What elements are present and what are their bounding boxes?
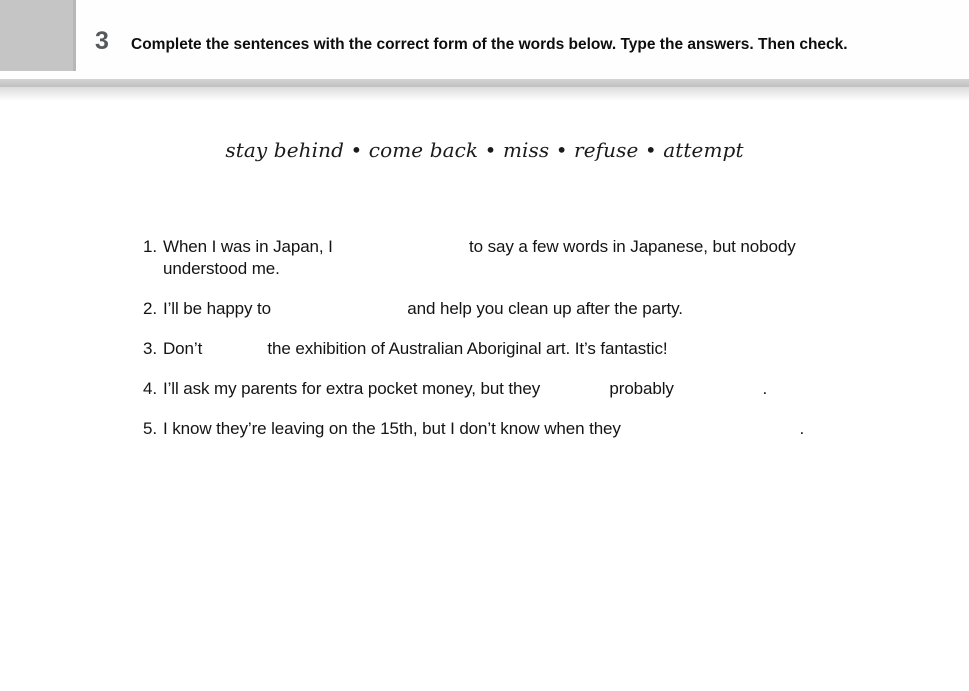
header-divider [0,79,969,87]
sentence-item [143,418,859,440]
answer-input-3[interactable] [207,340,263,358]
sentence-text: probably [604,379,679,398]
sentence-text: to say a few words in Japanese, but nobody [464,237,796,256]
sentence-text: I’ll ask my parents for extra pocket money, but they [163,379,545,398]
exercise-header [0,0,969,79]
sentence-text: I know they’re leaving on the 15th, but I don’t know when they [163,419,626,438]
sentence-number: 3. [143,339,157,358]
answer-input-5[interactable] [625,420,799,438]
exercise-number: 3 [95,27,109,55]
sentence-text: understood me. [163,259,280,278]
sentence-body [163,298,859,320]
word-bank-text: stay behind • come back • miss • refuse • attempt [225,138,744,162]
answer-input-1[interactable] [337,238,464,256]
answer-input-2[interactable] [276,300,403,318]
sentence-text: the exhibition of Australian Aboriginal art. It’s fantastic! [262,339,668,358]
sentence-item [143,236,859,280]
sentence-item [143,338,859,360]
sentence-text: and help you clean up after the party. [402,299,683,318]
sentence-body [163,236,859,280]
sentence-body [163,338,859,360]
sentence-text: . [762,379,768,398]
sentence-body [163,378,859,400]
sentence-number: 1. [143,237,157,256]
sentence-number: 2. [143,299,157,318]
sentence-text: When I was in Japan, I [163,237,338,256]
sentence-body [163,418,859,440]
answer-input-4[interactable] [545,380,605,398]
sentence-list [143,236,859,458]
sentence-number: 5. [143,419,157,438]
sentence-number: 4. [143,379,157,398]
sentence-text: I’ll be happy to [163,299,276,318]
sentence-item [143,378,859,400]
sentence-text: Don’t [163,339,207,358]
header-corner-square [0,0,76,71]
sentence-text: . [799,419,805,438]
exercise-instruction: Complete the sentences with the correct form of the words below. Type the answers. Then check. [131,36,848,53]
answer-input-4-2[interactable] [678,380,762,398]
sentence-item [143,298,859,320]
header-divider-shadow [0,87,969,101]
